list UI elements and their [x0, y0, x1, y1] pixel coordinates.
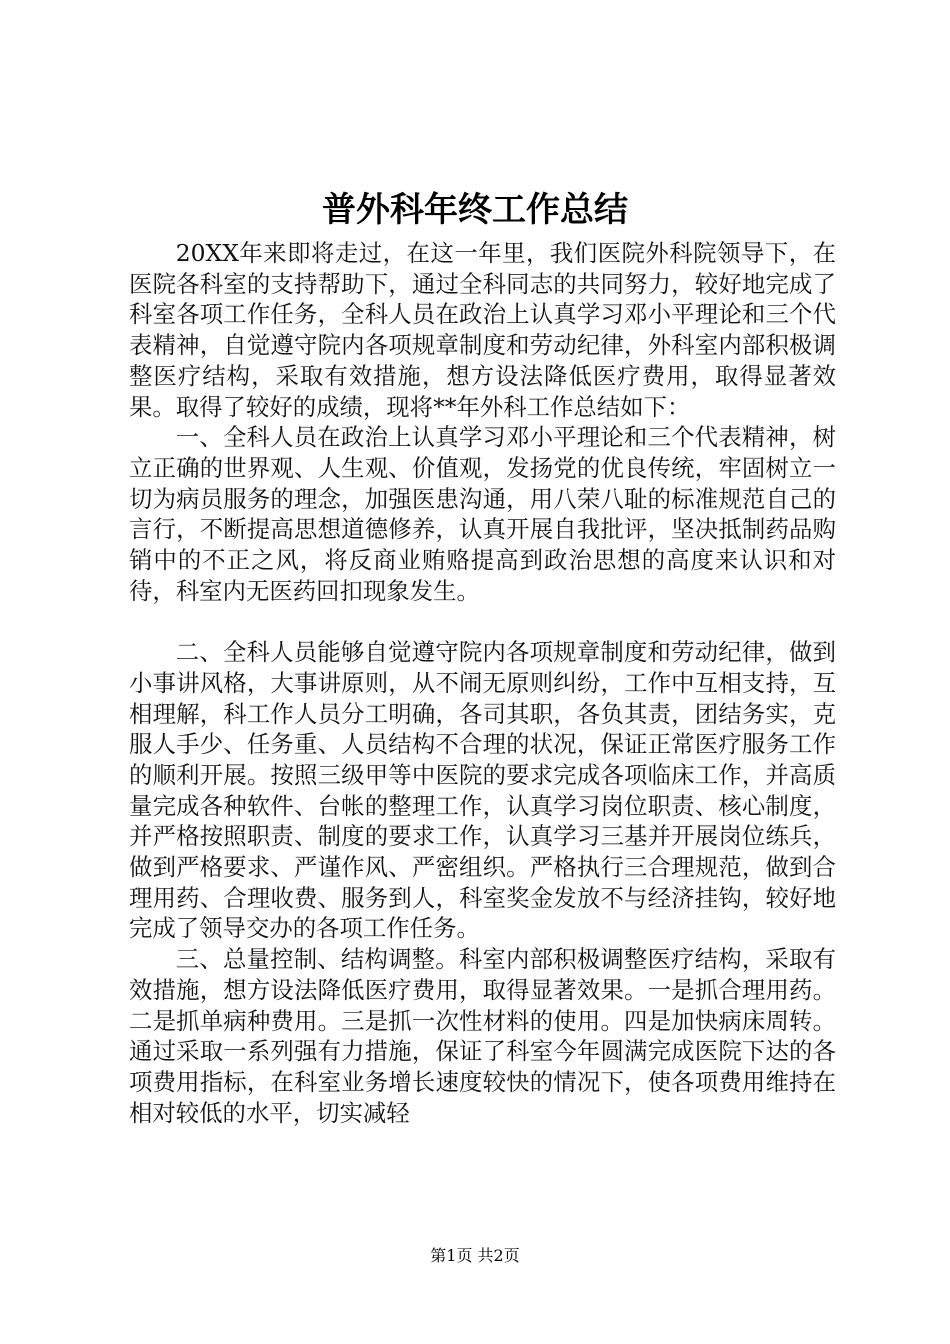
- document-body: [129, 238, 836, 1128]
- paragraph-section-1: 一、全科人员在政治上认真学习邓小平理论和三个代表精神，树立正确的世界观、人生观、价值观，发扬党的优良传统，牢固树立一切为病员服务的理念，加强医患沟通，用八荣八耻的标准规范自己的言行，不断提高思想道德修养，认真开展自我批评，坚决抵制药品购销中的不正之风，将反商业贿赂提高到政治思想的高度来认识和对待，科室内无医药回扣现象发生。: [129, 423, 836, 605]
- paragraph-section-2: 二、全科人员能够自觉遵守院内各项规章制度和劳动纪律，做到小事讲风格，大事讲原则，从不闹无原则纠纷，工作中互相支持，互相理解，科工作人员分工明确，各司其职，各负其责，团结务实，克服人手少、任务重、人员结构不合理的状况，保证正常医疗服务工作的顺利开展。按照三级甲等中医院的要求完成各项临床工作，并高质量完成各种软件、台帐的整理工作，认真学习岗位职责、核心制度，并严格按照职责、制度的要求工作，认真学习三基并开展岗位练兵，做到严格要求、严谨作风、严密组织。严格执行三合理规范，做到合理用药、合理收费、服务到人，科室奖金发放不与经济挂钩，较好地完成了领导交办的各项工作任务。: [129, 638, 836, 943]
- paragraph-section-3: 三、总量控制、结构调整。科室内部积极调整医疗结构，采取有效措施，想方设法降低医疗费用，取得显著效果。一是抓合理用药。二是抓单病种费用。三是抓一次性材料的使用。四是加快病床周转。通过采取一系列强有力措施，保证了科室今年圆满完成医院下达的各项费用指标，在科室业务增长速度较快的情况下，使各项费用维持在相对较低的水平，切实减轻: [129, 945, 836, 1127]
- document-title: 普外科年终工作总结: [322, 190, 628, 230]
- page-number: 第1页 共2页: [430, 1246, 520, 1265]
- paragraph-intro: 20XX年来即将走过，在这一年里，我们医院外科院领导下，在医院各科室的支持帮助下，通过全科同志的共同努力，较好地完成了科室各项工作任务，全科人员在政治上认真学习邓小平理论和三个代表精神，自觉遵守院内各项规章制度和劳动纪律，外科室内部积极调整医疗结构，采取有效措施，想方设法降低医疗费用，取得显著效果。取得了较好的成绩，现将**年外科工作总结如下：: [129, 239, 836, 421]
